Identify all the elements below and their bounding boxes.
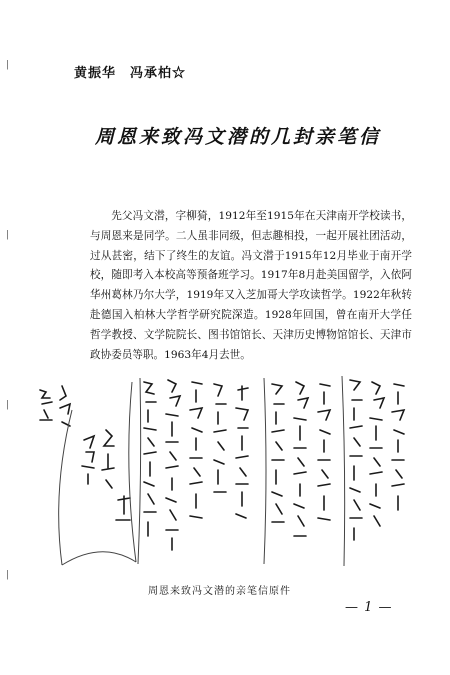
article-title: 周恩来致冯文潜的几封亲笔信 [95,126,382,148]
photo-caption: 周恩来致冯文潜的亲笔信原件 [148,586,291,597]
binding-edge-marks: | | | | [6,60,10,580]
handwritten-letter-photo [32,370,410,566]
page-number: — 1 — [345,600,393,615]
article-authors: 黄振华 冯承柏☆ [74,66,187,81]
body-paragraph: 先父冯文潜，字柳猗，1912年至1915年在天津南开学校读书，与周恩来是同学。二人虽非同级，但志趣相投，一起开展社团活动，过从甚密，结下了终生的友谊。冯文潜于1915年12月毕业于南开学校，随即考入本校高等预备班学习。1917年8月赴美国留学，入依阿华州葛林乃尔大学，1919年又入芝加哥大学攻读哲学。1922年秋转赴德国入柏林大学哲学研究院深造。1928年回国，曾在南开大学任哲学教授、文学院院长、图书馆馆长、天津历史博物馆馆长、天津市政协委员等职。1963年4月去世。 [90,210,412,361]
